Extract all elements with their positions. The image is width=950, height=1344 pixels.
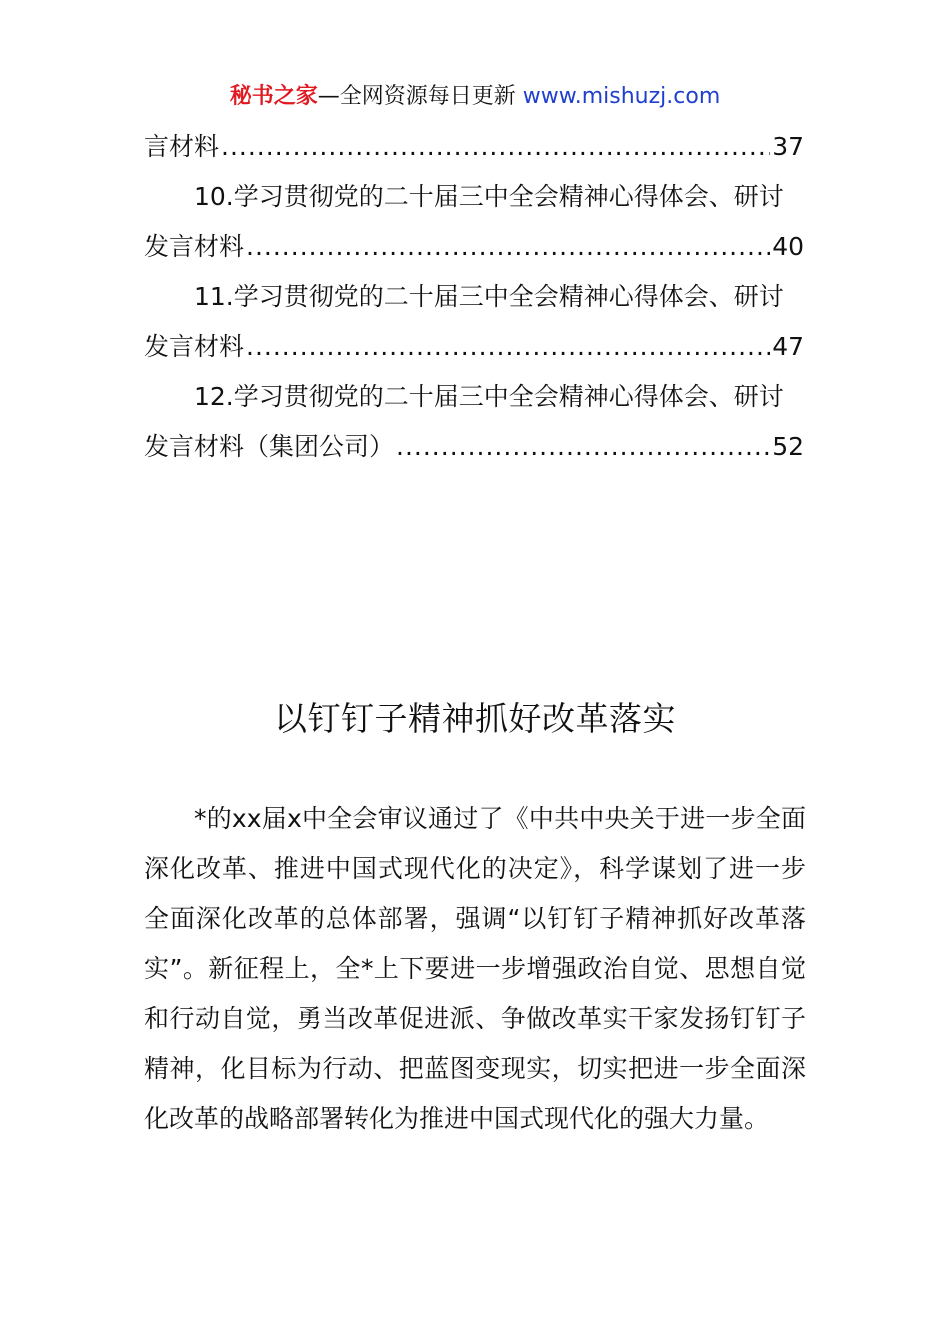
toc-entry-10-line2[interactable] [144, 222, 804, 272]
toc-dot-leader [221, 122, 770, 172]
toc-entry-title: 发言材料 [144, 332, 245, 361]
toc-entry-11-line2[interactable] [144, 322, 804, 372]
toc-entry-10[interactable] [144, 172, 804, 222]
toc-page-number: 52 [772, 432, 804, 461]
page-header [0, 80, 950, 114]
site-url-link[interactable]: www.mishuzj.com [522, 84, 721, 109]
table-of-contents [144, 122, 804, 472]
toc-entry-11[interactable] [144, 272, 804, 322]
toc-dot-leader [246, 222, 770, 272]
toc-dot-leader [396, 422, 770, 472]
toc-page-number: 37 [772, 132, 804, 161]
toc-entry-9-continued[interactable] [144, 122, 804, 172]
toc-entry-title: 发言材料（集团公司） [144, 432, 395, 461]
toc-dot-leader [246, 322, 770, 372]
toc-entry-title: 10.学习贯彻党的二十届三中全会精神心得体会、研讨 [194, 182, 784, 211]
toc-page-number: 40 [772, 232, 804, 261]
site-tagline: —全网资源每日更新 [317, 84, 523, 109]
toc-entry-title: 发言材料 [144, 232, 245, 261]
toc-entry-12[interactable] [144, 372, 804, 422]
toc-page-number: 47 [772, 332, 804, 361]
site-brand: 秘书之家 [229, 84, 318, 109]
toc-entry-title: 11.学习贯彻党的二十届三中全会精神心得体会、研讨 [194, 282, 784, 311]
article-title: 以钉钉子精神抓好改革落实 [274, 699, 676, 738]
toc-entry-title: 言材料 [144, 132, 220, 161]
article-paragraph: *的xx届x中全会审议通过了《中共中央关于进一步全面深化改革、推进中国式现代化的决定》，科学谋划了进一步全面深化改革的总体部署，强调“以钉钉子精神抓好改革落实”。新征程上，全*上下要进一步增强政治自觉、思想自觉和行动自觉，勇当改革促进派、争做改革实干家发扬钉钉子精神，化目标为行动、把蓝图变现实，切实把进一步全面深化改革的战略部署转化为推进中国式现代化的强大力量。 [144, 804, 806, 1133]
article-body [144, 794, 806, 1144]
toc-entry-12-line2[interactable] [144, 422, 804, 472]
toc-entry-title: 12.学习贯彻党的二十届三中全会精神心得体会、研讨 [194, 382, 784, 411]
